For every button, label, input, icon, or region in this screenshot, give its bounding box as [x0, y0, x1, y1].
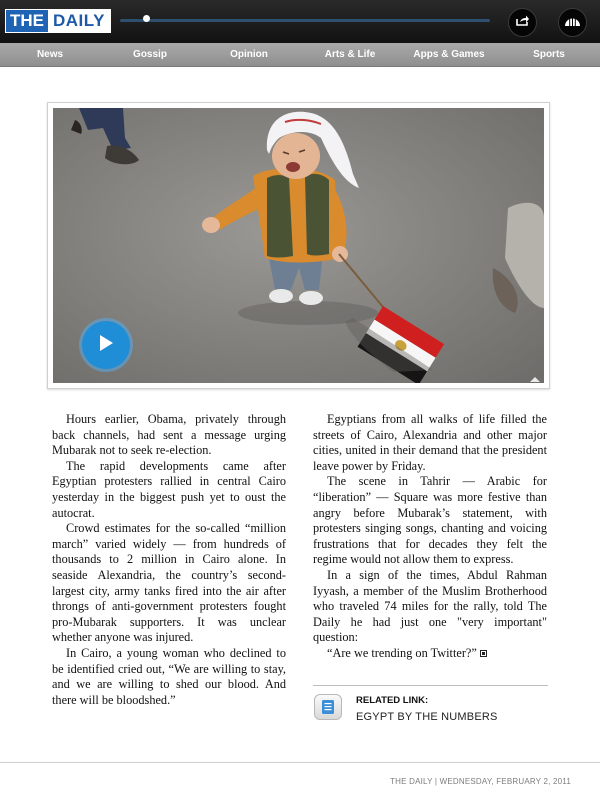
fullscreen-button[interactable] — [529, 370, 541, 380]
the-daily-logo[interactable] — [5, 9, 111, 33]
sections-icon — [564, 14, 581, 32]
article-final-paragraph — [313, 646, 547, 662]
article-column-left — [52, 412, 286, 708]
article-paragraph: The scene in Tahrir — Arabic for “liberation” — Square was more festive than angry before Mubarak’s statement, with protesters singing songs, chanting and voicing frustrations that for decades they felt the regime would not allow them to express. — [313, 474, 547, 567]
top-bar — [0, 0, 600, 44]
related-link-title[interactable]: EGYPT BY THE NUMBERS — [356, 711, 498, 723]
article-column-right — [313, 412, 547, 662]
article-paragraph: In Cairo, a young woman who declined to be identified cried out, “We are willing to stay, and we are willing to shed our blood. And there will be bloodshed.” — [52, 645, 286, 707]
share-button[interactable] — [508, 8, 537, 37]
video-frame — [47, 102, 550, 389]
logo-the-text: THE — [6, 10, 48, 32]
nav-arts-life[interactable]: Arts & Life — [324, 49, 376, 60]
section-nav — [0, 43, 600, 67]
nav-news[interactable]: News — [36, 49, 64, 60]
play-video-button[interactable] — [82, 321, 130, 369]
nav-sports[interactable]: Sports — [533, 49, 565, 60]
share-icon — [515, 14, 530, 32]
nav-gossip[interactable]: Gossip — [133, 49, 167, 60]
article-paragraph: Egyptians from all walks of life filled the streets of Cairo, Alexandria and other major cities, united in their demand that the president leave power by Friday. — [313, 412, 547, 473]
video-still-child-with-flag[interactable] — [53, 108, 544, 383]
expand-icon — [529, 370, 541, 383]
article-paragraph: Crowd estimates for the so-called “million march” varied widely — from hundreds of thousands to 2 million in Cairo alone. In seaside Alexandria, the country’s second-largest city, army tanks fired into the air after throngs of anti-government protesters fought pro-Mubarak supporters. It was unclear whether anyone was injured. — [52, 521, 286, 645]
nav-opinion[interactable]: Opinion — [230, 49, 268, 60]
footer-divider — [0, 762, 600, 763]
article-paragraph: The rapid developments came after Egyptian protesters rallied in central Cairo yesterday in the biggest push yet to oust the autocrat. — [52, 458, 286, 520]
sections-button[interactable] — [558, 8, 587, 37]
article-paragraph: Hours earlier, Obama, privately through back channels, had sent a message urging Mubarak not to seek re-election. — [52, 412, 286, 458]
closing-quote: “Are we trending on Twitter?” — [327, 645, 477, 660]
end-of-story-icon — [480, 650, 487, 657]
logo-daily-text: DAILY — [48, 10, 110, 32]
issue-scrubber[interactable] — [120, 19, 490, 22]
document-icon — [314, 694, 342, 720]
related-link[interactable] — [313, 685, 548, 736]
scrubber-handle[interactable] — [143, 15, 150, 22]
nav-apps-games[interactable]: Apps & Games — [413, 49, 485, 60]
related-link-label: RELATED LINK: — [356, 695, 429, 706]
play-icon — [98, 334, 114, 357]
article-paragraph: In a sign of the times, Abdul Rahman Iyyash, a member of the Muslim Brotherhood who traveled 74 miles for the rally, told The Daily he had just one "very important" question: — [313, 567, 547, 645]
issue-date-footer: THE DAILY | WEDNESDAY, FEBRUARY 2, 2011 — [390, 777, 571, 786]
